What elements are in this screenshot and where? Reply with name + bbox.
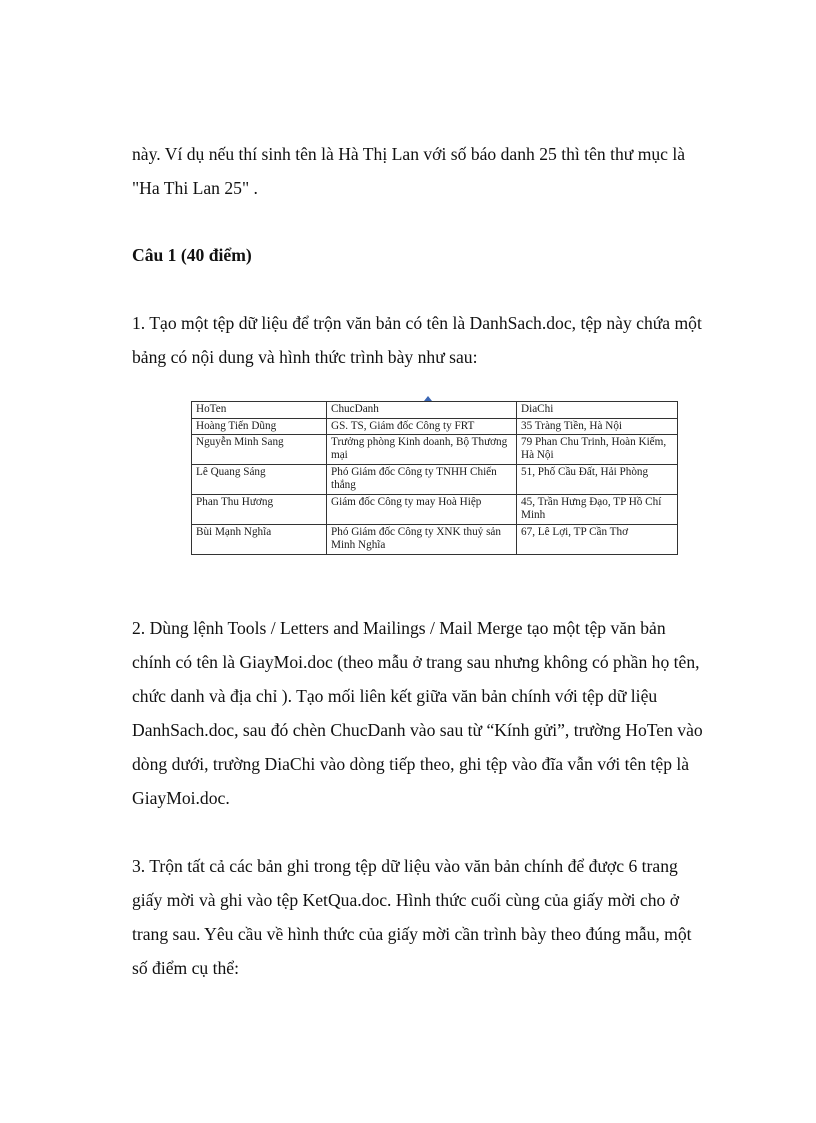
table-cell: Lê Quang Sáng	[192, 465, 327, 495]
text-line: trang sau. Yêu cầu về hình thức của giấy mời cần trình bày theo đúng mẫu, một	[132, 924, 692, 944]
table-cell: 45, Trần Hưng Đạo, TP Hồ Chí Minh	[517, 495, 678, 525]
text-line: này. Ví dụ nếu thí sinh tên là Hà Thị Lan với số báo danh 25 thì tên thư mục là	[132, 144, 686, 164]
step-3-paragraph	[132, 849, 752, 985]
table-row	[192, 525, 678, 555]
table-header-row	[192, 402, 678, 419]
text-line: GiayMoi.doc.	[132, 788, 230, 808]
table-cell: GS. TS, Giám đốc Công ty FRT	[327, 418, 517, 435]
table-cell: Phó Giám đốc Công ty XNK thuỷ sản Minh Nghĩa	[327, 525, 517, 555]
text-line: 2. Dùng lệnh Tools / Letters and Mailings / Mail Merge tạo một tệp văn bản	[132, 618, 666, 638]
step-1-paragraph	[132, 306, 752, 374]
table-cell: 35 Tràng Tiền, Hà Nội	[517, 418, 678, 435]
text-line: "Ha Thi Lan 25" .	[132, 178, 258, 198]
table-cell: 51, Phố Cầu Đất, Hải Phòng	[517, 465, 678, 495]
text-line: bảng có nội dung và hình thức trình bày như sau:	[132, 347, 478, 367]
table-cell: Giám đốc Công ty may Hoà Hiệp	[327, 495, 517, 525]
text-line: 1. Tạo một tệp dữ liệu để trộn văn bản có tên là DanhSach.doc, tệp này chứa một	[132, 313, 702, 333]
text-line: DanhSach.doc, sau đó chèn ChucDanh vào sau từ “Kính gửi”, trường HoTen vào	[132, 720, 703, 740]
text-line: chức danh và địa chỉ ). Tạo mối liên kết giữa văn bản chính với tệp dữ liệu	[132, 686, 658, 706]
table-cell: 79 Phan Chu Trinh, Hoàn Kiếm, Hà Nội	[517, 435, 678, 465]
text-line: 3. Trộn tất cả các bản ghi trong tệp dữ liệu vào văn bản chính để được 6 trang	[132, 856, 678, 876]
intro-paragraph	[132, 137, 752, 205]
text-line: giấy mời và ghi vào tệp KetQua.doc. Hình thức cuối cùng của giấy mời cho ở	[132, 890, 680, 910]
table-row	[192, 495, 678, 525]
table-cell: 67, Lê Lợi, TP Cần Thơ	[517, 525, 678, 555]
table-cell: Nguyễn Minh Sang	[192, 435, 327, 465]
table-cell: Phan Thu Hương	[192, 495, 327, 525]
table-anchor-icon	[424, 396, 432, 401]
text-line: chính có tên là GiayMoi.doc (theo mẫu ở trang sau nhưng không có phần họ tên,	[132, 652, 700, 672]
column-header: ChucDanh	[327, 402, 517, 419]
column-header: HoTen	[192, 402, 327, 419]
table-row	[192, 465, 678, 495]
danhsach-table	[191, 401, 678, 555]
step-2-paragraph	[132, 611, 752, 815]
table-cell: Bùi Mạnh Nghĩa	[192, 525, 327, 555]
table-row	[192, 418, 678, 435]
table-cell: Hoàng Tiến Dũng	[192, 418, 327, 435]
table-cell: Phó Giám đốc Công ty TNHH Chiến thắng	[327, 465, 517, 495]
text-line: dòng dưới, trường DiaChi vào dòng tiếp theo, ghi tệp vào đĩa vẫn với tên tệp là	[132, 754, 690, 774]
data-table-figure	[191, 401, 677, 555]
text-line: số điểm cụ thể:	[132, 958, 240, 978]
column-header: DiaChi	[517, 402, 678, 419]
section-heading: Câu 1 (40 điểm)	[132, 245, 252, 265]
table-cell: Trưởng phòng Kinh doanh, Bộ Thương mại	[327, 435, 517, 465]
table-row	[192, 435, 678, 465]
